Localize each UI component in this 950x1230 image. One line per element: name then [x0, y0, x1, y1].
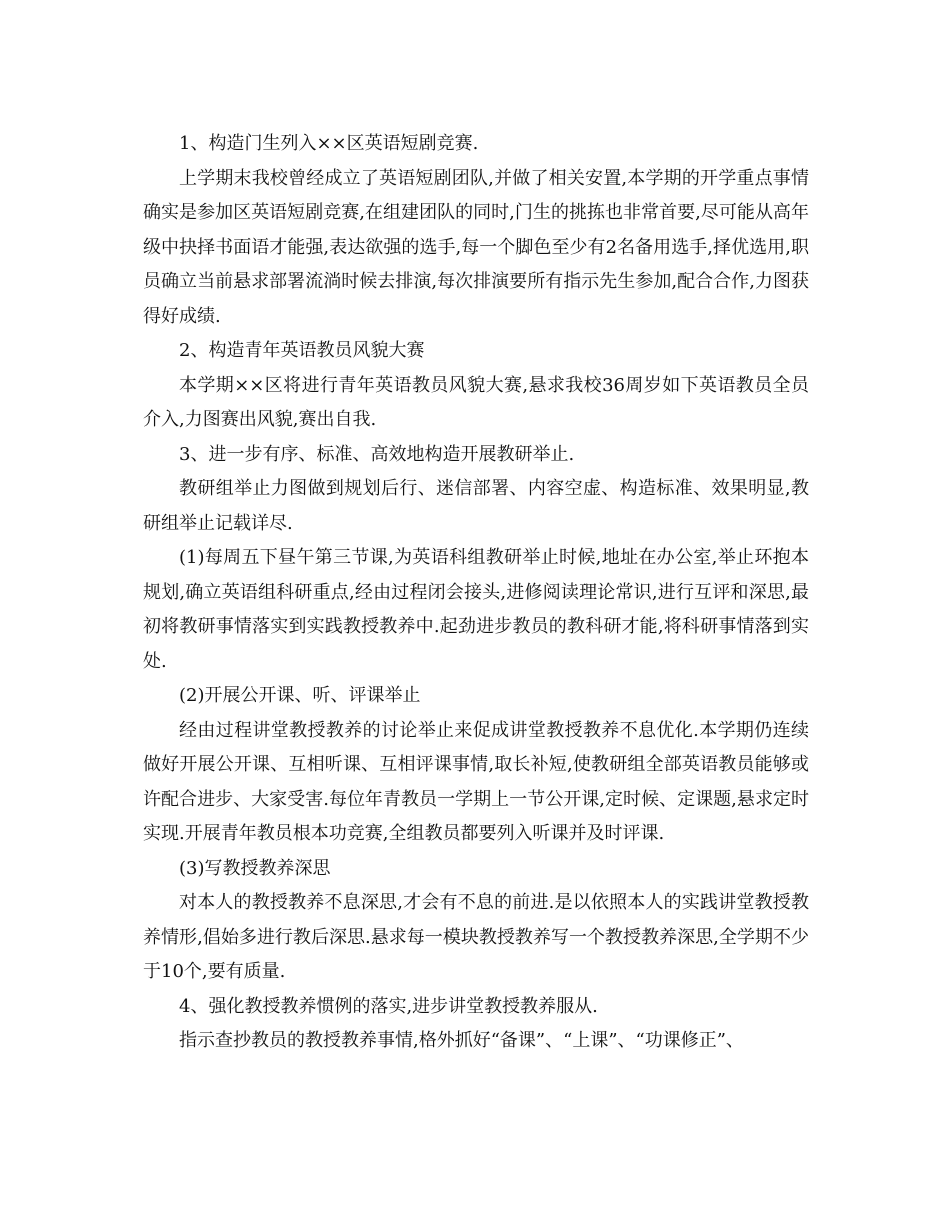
- sub-heading-3: (3)写教授教养深思: [179, 857, 331, 879]
- heading-2: 2、构造青年英语教员风貌大赛: [179, 340, 425, 361]
- paragraph: 对本人的教授教养不息深思,才会有不息的前进.是以依照本人的实践讲堂教授教养情形,倡始多进行教后深思.悬求每一模块教授教养写一个教授教养深思,全学期不少于10个,要有质量.: [143, 892, 809, 982]
- paragraph: 上学期末我校曾经成立了英语短剧团队,并做了相关安置,本学期的开学重点事情确实是参加区英语短剧竞赛,在组建团队的同时,门生的挑拣也非常首要,尽可能从高年级中抉择书面语才能强,表达欲强的选手,每一个脚色至少有2名备用选手,择优选用,职员确立当前悬求部署流淌时候去排演,每次排演要所有指示先生参加,配合合作,力图获得好成绩.: [143, 167, 809, 327]
- paragraph: 经由过程讲堂教授教养的讨论举止来促成讲堂教授教养不息优化.本学期仍连续做好开展公开课、互相听课、互相评课事情,取长补短,使教研组全部英语教员能够或许配合进步、大家受害.每位年青教员一学期上一节公开课,定时候、定课题,悬求定时实现.开展青年教员根本功竞赛,全组教员都要列入听课并及时评课.: [143, 719, 809, 844]
- paragraph: 本学期××区将进行青年英语教员风貌大赛,悬求我校36周岁如下英语教员全员介入,力图赛出风貌,赛出自我.: [143, 374, 809, 430]
- sub-heading-2: (2)开展公开课、听、评课举止: [179, 685, 421, 706]
- sub-item-1: (1)每周五下昼午第三节课,为英语科组教研举止时候,地址在办公室,举止环抱本规划,确立英语组科研重点,经由过程闭会接头,进修阅读理论常识,进行互评和深思,最初将教研事情落实到实践教授教养中.起劲进步教员的教科研才能,将科研事情落到实处.: [143, 547, 809, 672]
- heading-3: 3、进一步有序、标准、高效地构造开展教研举止.: [179, 443, 575, 465]
- paragraph: 指示查抄教员的教授教养事情,格外抓好“备课”、“上课”、“功课修正”、: [179, 1030, 744, 1051]
- heading-1: 1、构造门生列入××区英语短剧竞赛.: [179, 133, 479, 154]
- paragraph: 教研组举止力图做到规划后行、迷信部署、内容空虚、构造标准、效果明显,教研组举止记载详尽.: [143, 478, 809, 534]
- document-body: [143, 127, 809, 1059]
- heading-4: 4、强化教授教养惯例的落实,进步讲堂教授教养服从.: [179, 995, 598, 1017]
